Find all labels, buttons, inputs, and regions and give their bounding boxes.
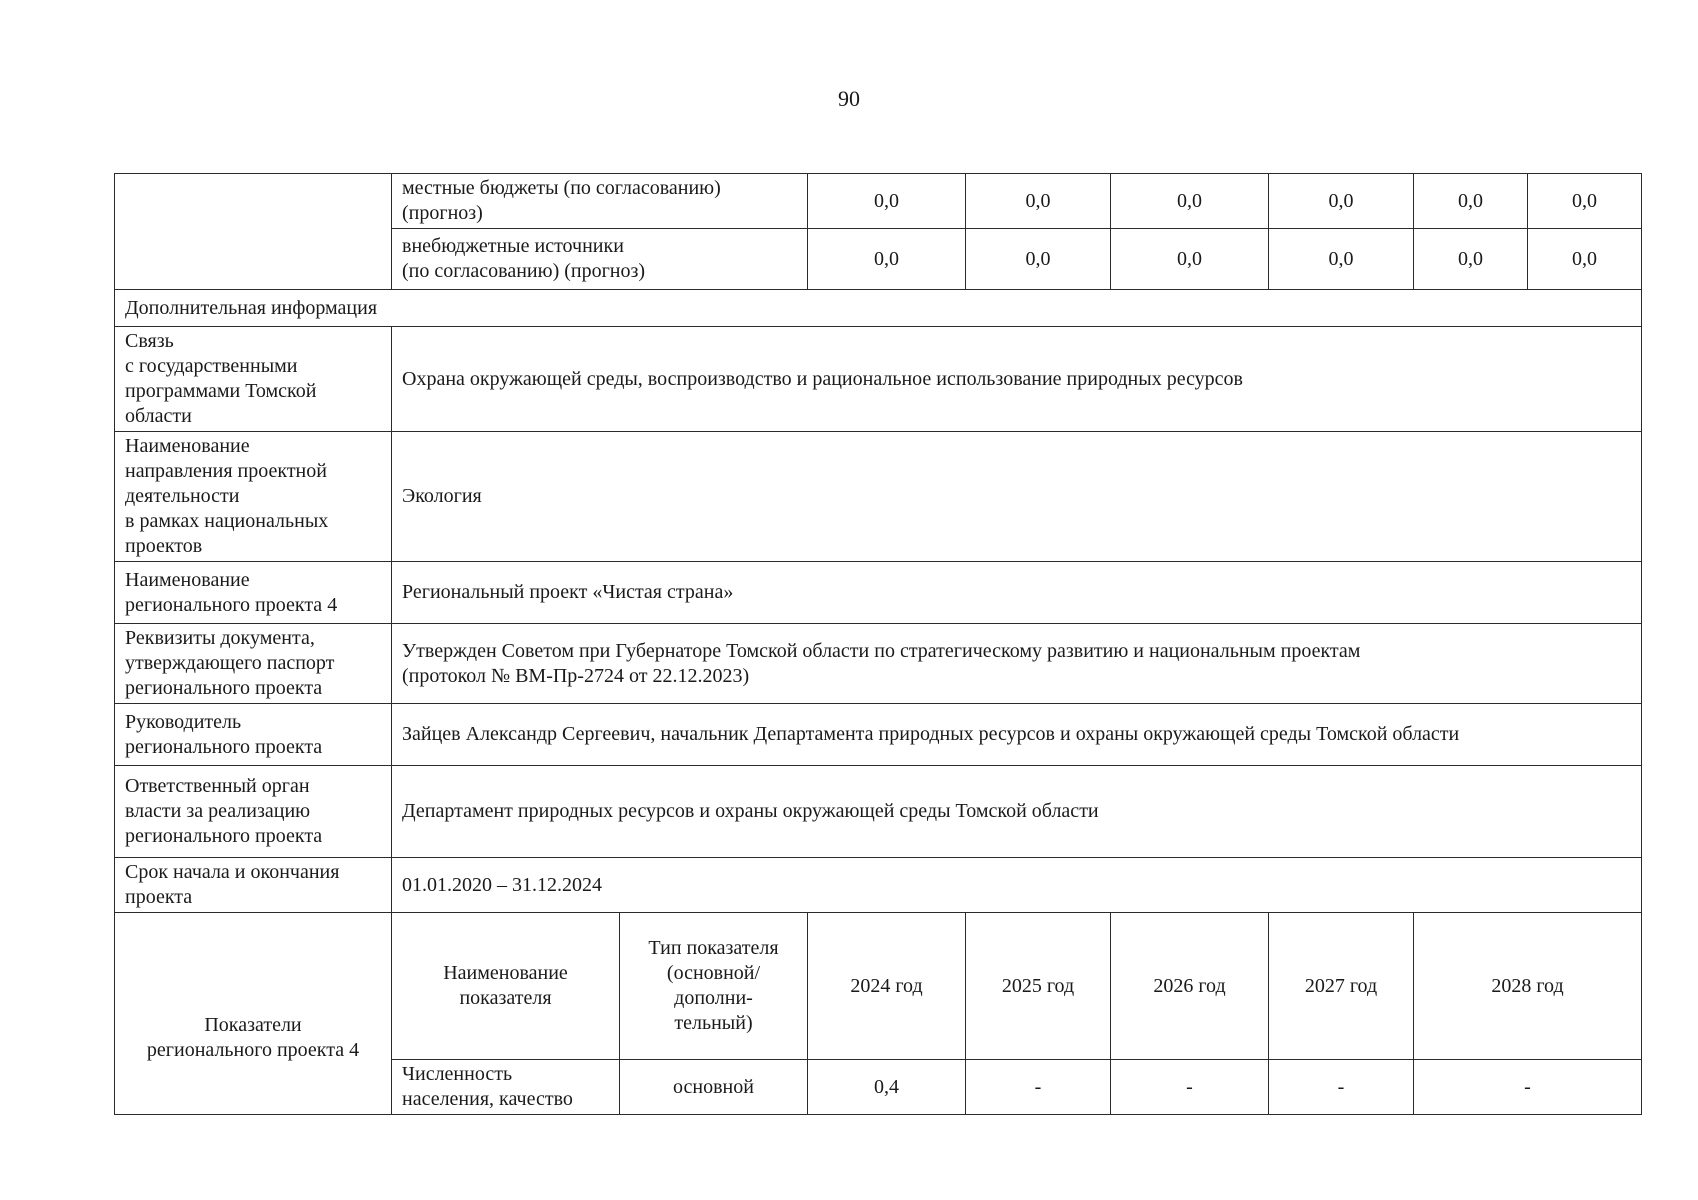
funding-source-label: местные бюджеты (по согласованию) (прогноз) xyxy=(392,174,808,229)
info-label: Реквизиты документа, утверждающего паспорт регионального проекта xyxy=(115,624,392,704)
funding-row-local xyxy=(115,174,1642,229)
info-row-state-program xyxy=(115,327,1642,432)
indicator-value: - xyxy=(1414,1060,1642,1115)
year-header: 2028 год xyxy=(1414,913,1642,1060)
funding-value: 0,0 xyxy=(1269,174,1414,229)
funding-value: 0,0 xyxy=(1528,229,1642,290)
funding-empty-cell xyxy=(115,174,392,290)
indicator-name: Численность населения, качество xyxy=(392,1060,620,1115)
additional-info-row xyxy=(115,290,1642,327)
indicator-value: - xyxy=(1111,1060,1269,1115)
page-number: 90 xyxy=(838,86,860,111)
info-row-head xyxy=(115,704,1642,766)
year-header: 2025 год xyxy=(966,913,1111,1060)
info-value: 01.01.2020 – 31.12.2024 xyxy=(392,858,1642,913)
info-row-project-name xyxy=(115,562,1642,624)
info-value: Региональный проект «Чистая страна» xyxy=(392,562,1642,624)
info-row-document xyxy=(115,624,1642,704)
info-row-direction xyxy=(115,432,1642,562)
indicator-value: - xyxy=(966,1060,1111,1115)
additional-info-heading: Дополнительная информация xyxy=(115,290,1642,327)
info-value: Зайцев Александр Сергеевич, начальник Департамента природных ресурсов и охраны окружающей среды Томской области xyxy=(392,704,1642,766)
funding-value: 0,0 xyxy=(966,174,1111,229)
funding-value: 0,0 xyxy=(808,174,966,229)
funding-value: 0,0 xyxy=(808,229,966,290)
indicator-name-header: Наименование показателя xyxy=(392,913,620,1060)
year-header: 2026 год xyxy=(1111,913,1269,1060)
project-passport-table xyxy=(114,173,1642,1115)
funding-value: 0,0 xyxy=(1528,174,1642,229)
indicator-type: основной xyxy=(620,1060,808,1115)
indicator-value: - xyxy=(1269,1060,1414,1115)
funding-value: 0,0 xyxy=(1111,229,1269,290)
indicators-header-row xyxy=(115,913,1642,1060)
info-value: Охрана окружающей среды, воспроизводство и рациональное использование природных ресурсов xyxy=(392,327,1642,432)
info-label: Руководитель регионального проекта xyxy=(115,704,392,766)
funding-value: 0,0 xyxy=(966,229,1111,290)
info-label: Связь с государственными программами Томской области xyxy=(115,327,392,432)
info-label: Наименование направления проектной деятельности в рамках национальных проектов xyxy=(115,432,392,562)
info-value: Утвержден Советом при Губернаторе Томской области по стратегическому развитию и национальным проектам (протокол № ВМ-Пр-2724 от 22.12.2023) xyxy=(392,624,1642,704)
indicator-value: 0,4 xyxy=(808,1060,966,1115)
info-value: Экология xyxy=(392,432,1642,562)
info-row-authority xyxy=(115,766,1642,858)
info-label: Срок начала и окончания проекта xyxy=(115,858,392,913)
year-header: 2027 год xyxy=(1269,913,1414,1060)
indicator-type-header: Тип показателя (основной/ дополни- тельный) xyxy=(620,913,808,1060)
info-label: Наименование регионального проекта 4 xyxy=(115,562,392,624)
info-label: Ответственный орган власти за реализацию регионального проекта xyxy=(115,766,392,858)
year-header: 2024 год xyxy=(808,913,966,1060)
indicators-section-label: Показатели регионального проекта 4 xyxy=(115,913,392,1115)
funding-value: 0,0 xyxy=(1111,174,1269,229)
info-row-period xyxy=(115,858,1642,913)
funding-source-label: внебюджетные источники (по согласованию) (прогноз) xyxy=(392,229,808,290)
info-value: Департамент природных ресурсов и охраны окружающей среды Томской области xyxy=(392,766,1642,858)
funding-value: 0,0 xyxy=(1414,229,1528,290)
funding-value: 0,0 xyxy=(1269,229,1414,290)
funding-value: 0,0 xyxy=(1414,174,1528,229)
